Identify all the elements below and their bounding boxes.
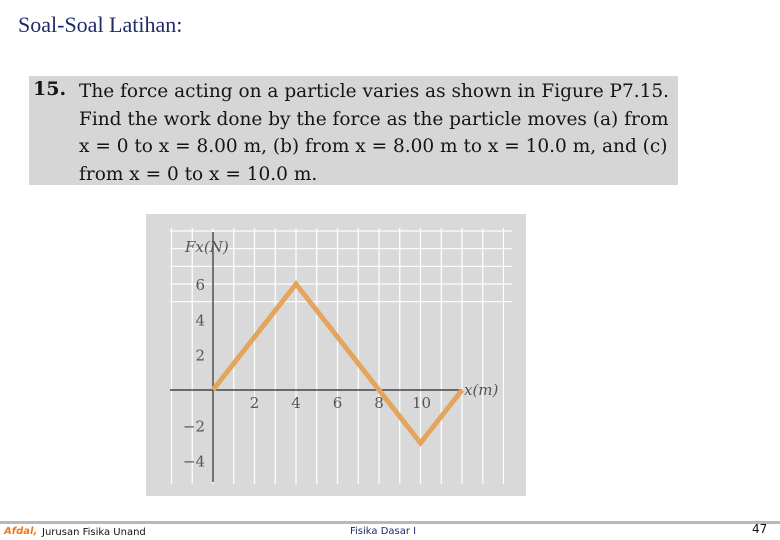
page-number: 47 <box>752 522 768 536</box>
problem-statement <box>29 76 678 185</box>
y-tick-label: 2 <box>195 346 205 365</box>
y-tick-label: 6 <box>195 276 205 294</box>
slide-title: Soal-Soal Latihan: <box>18 12 183 37</box>
problem-number: 15. <box>33 78 67 100</box>
y-tick-label: −2 <box>182 417 205 436</box>
footer-divider <box>0 521 780 524</box>
x-tick-label: 6 <box>332 394 343 412</box>
y-tick-label: 4 <box>195 311 205 330</box>
y-tick-label: −4 <box>182 452 205 471</box>
footer-author: Afdal, <box>4 526 38 537</box>
force-position-chart <box>146 214 526 496</box>
force-graph-figure <box>146 214 526 496</box>
footer-department: Jurusan Fisika Unand <box>42 527 146 538</box>
x-axis-label: x(m) <box>464 381 499 399</box>
y-axis-label: Fx(N) <box>185 238 229 256</box>
x-tick-label: 10 <box>411 394 432 412</box>
x-tick-label: 4 <box>291 394 301 412</box>
problem-text: The force acting on a particle varies as shown in Figure P7.15. Find the work done by the force as the particle moves (a) from x = 0 to x = 8.00 m, (b) from x = 8.00 m to x = 10.0 m, and (c) from x = 0 to x = 10.0 m. <box>79 81 670 185</box>
footer-course: Fisika Dasar I <box>350 526 417 537</box>
x-tick-label: 2 <box>249 394 260 412</box>
x-tick-label: 8 <box>374 394 384 412</box>
